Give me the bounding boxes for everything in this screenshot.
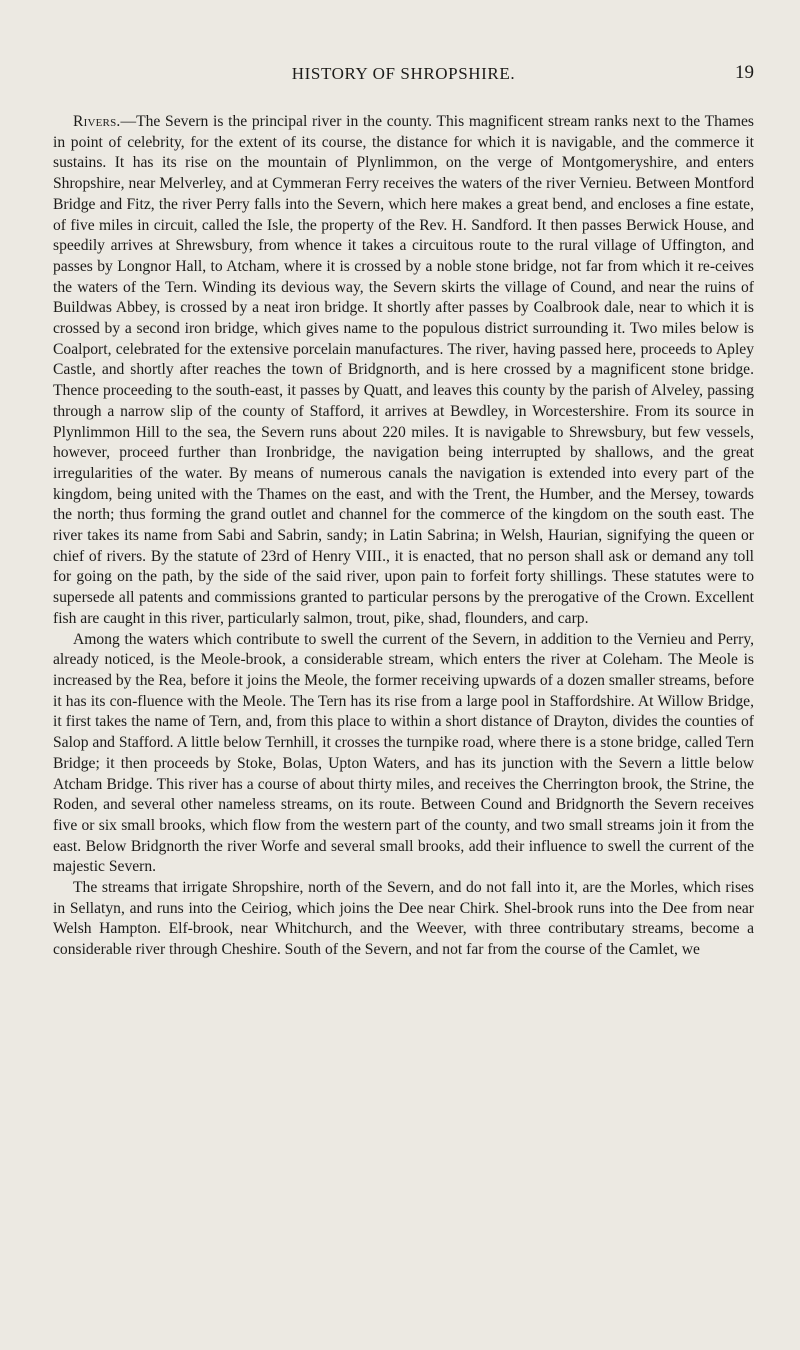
body-text <box>53 112 754 961</box>
paragraph-tributaries <box>53 630 754 878</box>
paragraph-text: —The Severn is the principal river in the county. This magnificent stream ranks next to the Thames in point of celebrity, for the extent of its course, the distance for which it is navigable, and the commerce it sustains. It has its rise on the mountain of Plynlimmon, on the verge of Montgomeryshire, and enters Shropshire, near Melverley, and at Cymmeran Ferry receives the waters of the river Vernieu. Between Montford Bridge and Fitz, the river Perry falls into the Severn, which here makes a great bend, and encloses a fine estate, of five miles in circuit, called the Isle, the property of the Rev. H. Sandford. It then passes Berwick House, and speedily arrives at Shrewsbury, from whence it takes a circuitous route to the rural village of Uffington, and passes by Longnor Hall, to Atcham, where it is crossed by a noble stone bridge, not far from which it re-ceives the waters of the Tern. Winding its devious way, the Severn skirts the village of Cound, and near the ruins of Buildwas Abbey, is crossed by a neat iron bridge. It shortly after passes by Coalbrook dale, near to which it is crossed by a second iron bridge, which gives name to the populous district surrounding it. Two miles below is Coalport, celebrated for the extensive porcelain manufactures. The river, having passed here, proceeds to Apley Castle, and shortly after reaches the town of Bridgnorth, and is here crossed by a magnificent stone bridge. Thence proceeding to the south-east, it passes by Quatt, and leaves this county by the parish of Alveley, passing through a narrow slip of the county of Stafford, it arrives at Bewdley, in Worcestershire. From its source in Plynlimmon Hill to the sea, the Severn runs about 220 miles. It is navigable to Shrewsbury, but few vessels, however, proceed further than Ironbridge, the navigation being interrupted by shallows, and the great irregularities of the water. By means of numerous canals the navigation is extended into every part of the kingdom, being united with the Thames on the east, and with the Trent, the Humber, and the Mersey, towards the north; thus forming the grand outlet and channel for the commerce of the kingdom on the south east. The river takes its name from Sabi and Sabrin, sandy; in Latin Sabrina; in Welsh, Haurian, signifying the queen or chief of rivers. By the statute of 23rd of Henry VIII., it is enacted, that no person shall ask or demand any toll for going on the path, by the side of the said river, upon pain to forfeit forty shillings. These statutes were to supersede all patents and commissions granted to particular persons by the prerogative of the Crown. Excellent fish are caught in this river, particularly salmon, trout, pike, shad, flounders, and carp. <box>53 113 754 627</box>
page-number: 19 <box>735 62 754 83</box>
paragraph-northern-streams <box>53 878 754 961</box>
running-title: HISTORY OF SHROPSHIRE. <box>291 64 516 83</box>
section-lead-word: Rivers. <box>73 113 121 130</box>
paragraph-text: The streams that irrigate Shropshire, north of the Severn, and do not fall into it, are the Morles, which rises in Sellatyn, and runs into the Ceiriog, which joins the Dee near Chirk. Shel-brook runs into the Dee from near Welsh Hampton. Elf-brook, near Whitchurch, and the Weever, with three contributary streams, become a considerable river through Cheshire. South of the Severn, and not far from the course of the Camlet, we <box>53 879 754 959</box>
paragraph-rivers <box>53 112 754 630</box>
running-head <box>53 48 754 88</box>
paragraph-text: Among the waters which contribute to swell the current of the Severn, in addition to the Vernieu and Perry, already noticed, is the Meole-brook, a considerable stream, which enters the river at Coleham. The Meole is increased by the Rea, before it joins the Meole, the former receiving upwards of a dozen smaller streams, before it has its con-fluence with the Meole. The Tern has its rise from a large pool in Staffordshire. At Willow Bridge, it first takes the name of Tern, and, from this place to within a short distance of Drayton, divides the counties of Salop and Stafford. A little below Ternhill, it crosses the turnpike road, where there is a stone bridge, called Tern Bridge; it then proceeds by Stoke, Bolas, Upton Waters, and has its junction with the Severn a little below Atcham Bridge. This river has a course of about thirty miles, and receives the Cherrington brook, the Strine, the Roden, and several other nameless streams, on its route. Between Cound and Bridgnorth the Severn receives five or six small brooks, which flow from the western part of the county, and two small streams join it from the east. Below Bridgnorth the river Worfe and several small brooks, add their influence to swell the current of the majestic Severn. <box>53 630 754 876</box>
